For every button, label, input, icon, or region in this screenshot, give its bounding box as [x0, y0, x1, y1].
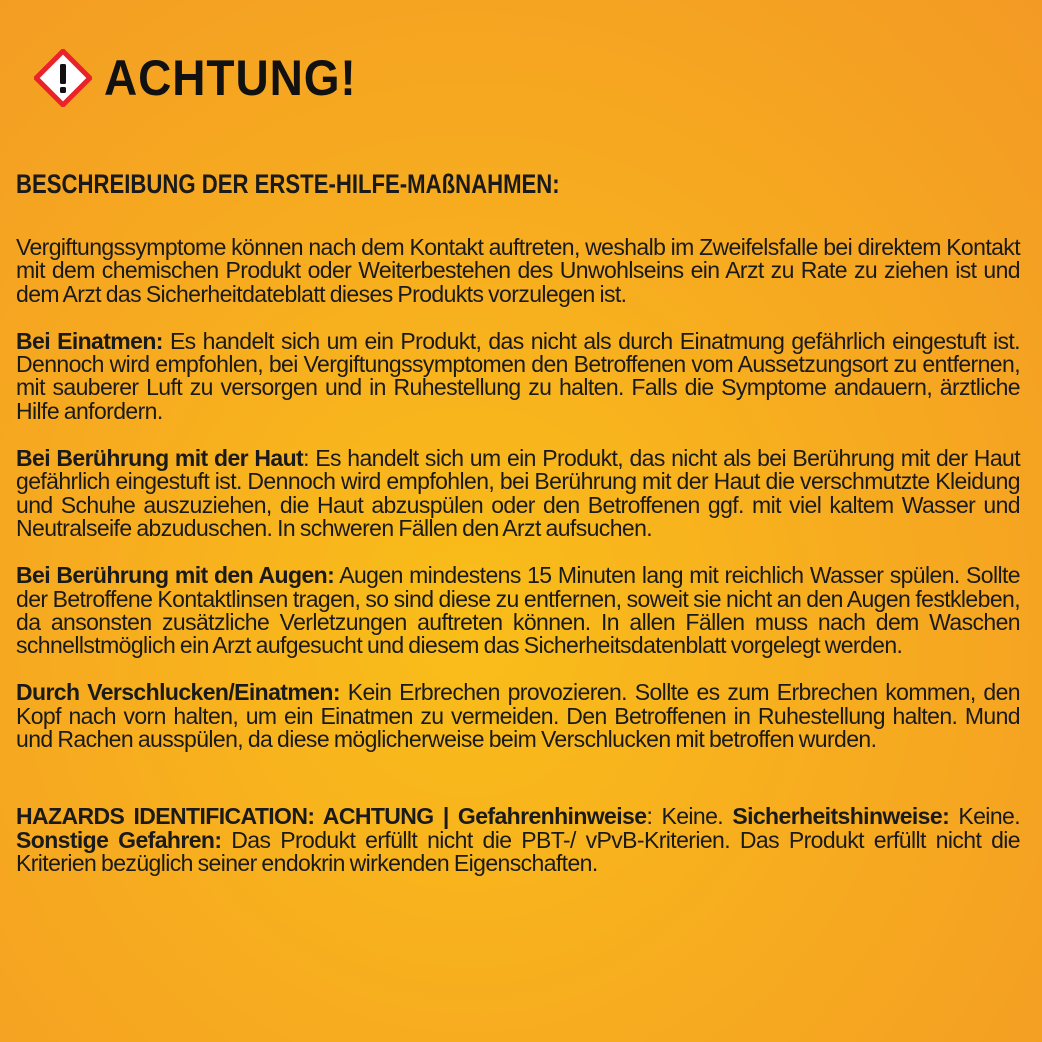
page-title: ACHTUNG! [104, 50, 357, 106]
ingestion-paragraph [16, 681, 1020, 751]
skin-contact-text: : Es handelt sich um ein Produkt, das nicht als bei Berührung mit der Haut gefährlich eingestuft ist. Dennoch wird empfohlen, bei Berührung mit der Haut die verschmutzte Kleidung und Schuhe auszuziehen, die Haut abzuspülen oder den Betroffenen ggf. mit viel kaltem Wasser und Neutralseife abzuduschen. In schweren Fällen den Arzt aufsuchen. [16, 445, 1020, 541]
eye-contact-label: Bei Berührung mit den Augen: [16, 562, 335, 589]
inhalation-text: Es handelt sich um ein Produkt, das nicht als durch Einatmung gefährlich eingestuft ist. Dennoch wird empfohlen, bei Vergiftungssymptomen den Betroffenen vom Aussetzungsort zu entfernen, mit sauberer Luft zu versorgen und in Ruhestellung zu halten. Falls die Symptome andauern, ärztliche Hilfe anfordern. [16, 327, 1020, 424]
inhalation-paragraph [16, 327, 1020, 424]
hazards-label: HAZARDS IDENTIFICATION: ACHTUNG | Gefahrenhinweise [16, 803, 647, 830]
skin-contact-paragraph [16, 447, 1020, 540]
eye-contact-text: Augen mindestens 15 Minuten lang mit reichlich Wasser spülen. Sollte der Betroffene Kontaktlinsen tragen, so sind diese zu entfernen, soweit sie nicht an den Augen festkleben, da ansonsten zusätzliche Verletzungen auftreten können. In allen Fällen muss nach dem Waschen schnellstmöglich ein Arzt aufgesucht und diesem das Sicherheitsdatenblatt vorgelegt werden. [16, 562, 1020, 659]
eye-contact-paragraph [16, 564, 1020, 657]
header [34, 48, 379, 108]
intro-paragraph: Vergiftungssymptome können nach dem Kontakt auftreten, weshalb im Zweifelsfalle bei direktem Kontakt mit dem chemischen Produkt oder Weiterbestehen des Unwohlseins ein Arzt zu Rate zu ziehen ist und dem Arzt das Sicherheitdateblatt dieses Produkts vorzulegen ist. [16, 234, 1020, 307]
skin-contact-label: Bei Berührung mit der Haut [16, 445, 304, 472]
other-hazards-label: Sonstige Gefahren: [16, 826, 222, 853]
hazards-text-1: : Keine. [646, 803, 733, 830]
first-aid-document [16, 168, 1020, 899]
hazards-text-2: Keine. [949, 803, 1020, 830]
safety-label: Sicherheitshinweise: [732, 803, 950, 830]
ingestion-label: Durch Verschlucken/Einatmen: [16, 679, 340, 706]
ingestion-text: Kein Erbrechen provozieren. Sollte es zum Erbrechen kommen, den Kopf nach vorn halten, um ein Einatmen zu vermeiden. Den Betroffenen in Ruhestellung halten. Mund und Rachen ausspülen, da diese möglicherweise beim Verschlucken mit betroffen wurden. [16, 679, 1020, 753]
hazards-text-3: Das Produkt erfüllt nicht die PBT-/ vPvB-Kriterien. Das Produkt erfüllt nicht die Kriterien bezüglich seiner endokrin wirkenden Eigenschaften. [16, 826, 1020, 876]
exclamation-hazard-icon [34, 49, 92, 107]
inhalation-label: Bei Einatmen: [16, 327, 163, 354]
section-heading: BESCHREIBUNG DER ERSTE-HILFE-MAßNAHMEN: [16, 169, 560, 199]
hazards-paragraph [16, 805, 1020, 875]
